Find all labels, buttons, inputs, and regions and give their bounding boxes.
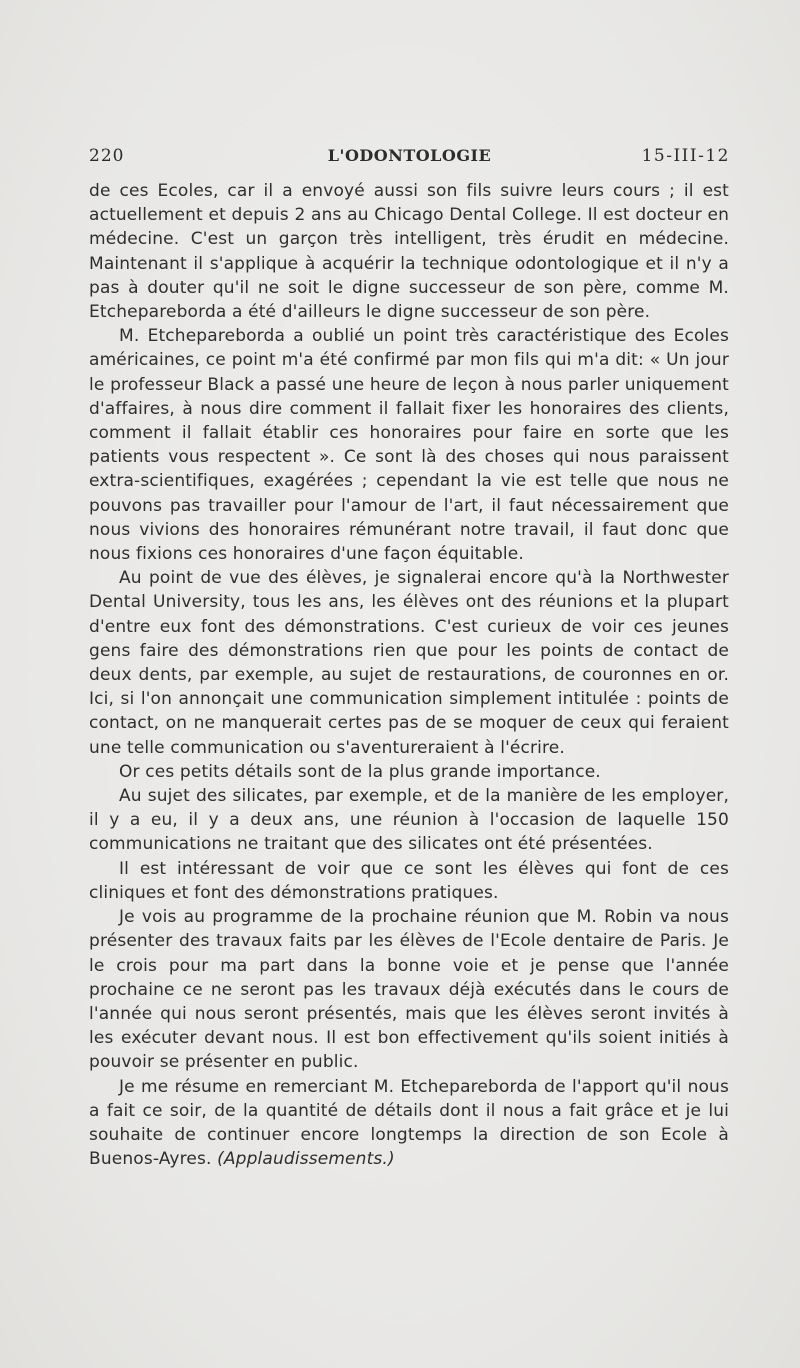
- page-number: 220: [89, 146, 125, 166]
- running-header: [89, 146, 730, 170]
- paragraph-1: de ces Ecoles, car il a envoyé aussi son fils suivre leurs cours ; il est actuellement et depuis 2 ans au Chicago Dental College. Il est docteur en médecine. C'est un garçon très intelligent, très érudit en médecine. Maintenant il s'applique à acquérir la technique odontologique et il n'y a pas à douter qu'il ne soit le digne successeur de son père, comme M. Etchepareborda a été d'ailleurs le digne successeur de son père.: [89, 181, 729, 323]
- paragraph-2: M. Etchepareborda a oublié un point très caractéristique des Ecoles américaines, ce point m'a été confirmé par mon fils qui m'a dit: « Un jour le professeur Black a passé une heure de leçon à nous parler uniquement d'affaires, à nous dire comment il fallait fixer les honoraires des clients, comment il fallait établir ces honoraires pour faire en sorte que les patients vous respectent ». Ce sont là des choses qui nous paraissent extra-scientifiques, exagérées ; cependant la vie est telle que nous ne pouvons pas travailler pour l'amour de l'art, il faut nécessairement que nous vivions des honoraires rémunérant notre travail, il faut donc que nous fixions ces honoraires d'une façon équitable.: [89, 326, 729, 565]
- paragraph-8-text: Je me résume en remerciant M. Etchepareborda de l'apport qu'il nous a fait ce soir, de la quantité de détails dont il nous a fait grâce et je lui souhaite de continuer encore longtemps la direction de son Ecole à Buenos-Ayres.: [89, 1076, 729, 1170]
- applause-note: (Applaudissements.): [217, 1149, 395, 1170]
- issue-date: 15-III-12: [641, 146, 730, 166]
- paragraph-8: [89, 1075, 729, 1172]
- paragraph-4: Or ces petits détails sont de la plus grande importance.: [119, 761, 601, 782]
- paragraph-7: Je vois au programme de la prochaine réunion que M. Robin va nous présenter des travaux faits par les élèves de l'Ecole dentaire de Paris. Je le crois pour ma part dans la bonne voie et je pense que l'année prochaine ce ne seront pas les travaux déjà exécutés dans le cours de l'année qui nous seront présentés, mais que les élèves seront invités à les exécuter devant nous. Il est bon effectivement qu'ils soient initiés à pouvoir se présenter en public.: [89, 907, 729, 1073]
- article-body: [89, 179, 729, 1171]
- paragraph-6: Il est intéressant de voir que ce sont les élèves qui font de ces cliniques et font des démonstrations pratiques.: [89, 858, 729, 903]
- running-title: L'ODONTOLOGIE: [327, 146, 492, 165]
- paragraph-3: Au point de vue des élèves, je signalerai encore qu'à la Northwester Dental University, tous les ans, les élèves ont des réunions et la plupart d'entre eux font des démonstrations. C'est curieux de voir ces jeunes gens faire des démonstrations rien que pour les points de contact de deux dents, par exemple, au sujet de restaurations, de couronnes en or. Ici, si l'on annonçait une communication simplement intitulée : points de contact, on ne manquerait certes pas de se moquer de ceux qui feraient une telle communication ou s'aventureraient à l'écrire.: [89, 568, 729, 758]
- paragraph-5: Au sujet des silicates, par exemple, et de la manière de les employer, il y a eu, il y a deux ans, une réunion à l'occasion de laquelle 150 communications ne traitant que des silicates ont été présentées.: [89, 786, 729, 855]
